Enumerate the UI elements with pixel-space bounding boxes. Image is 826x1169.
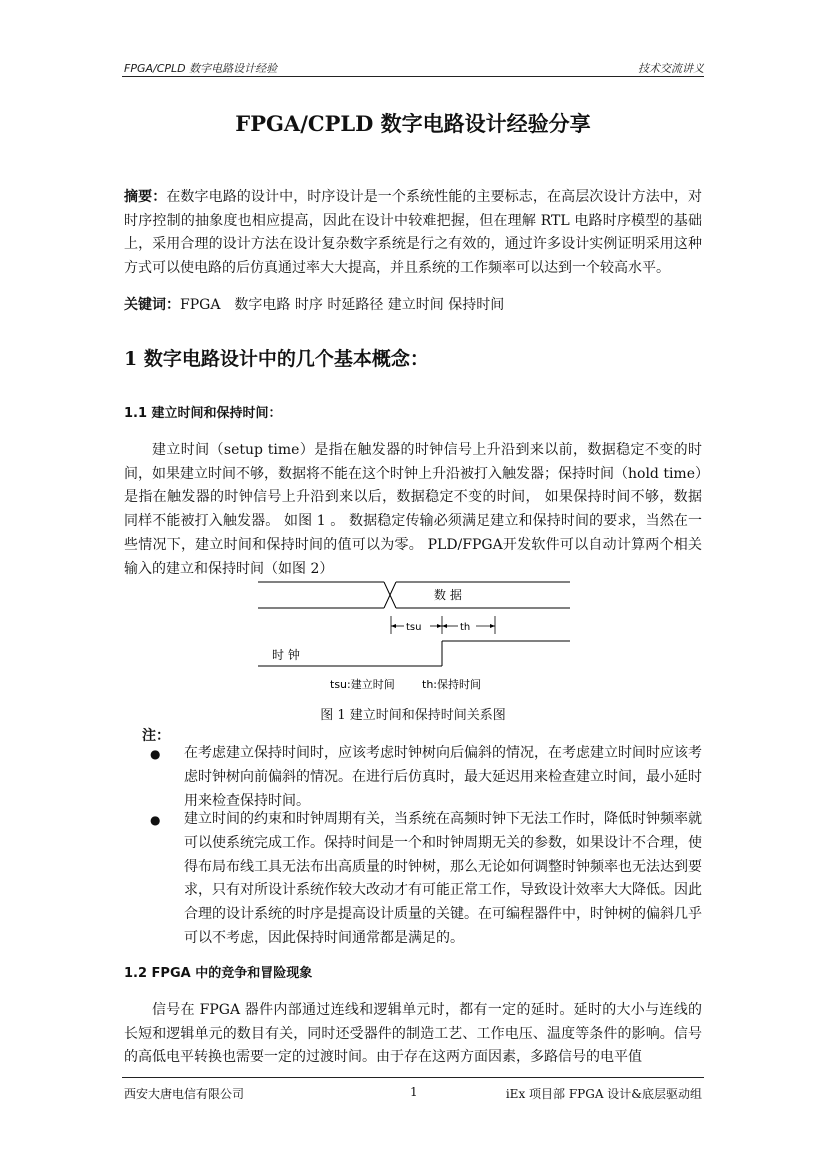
th-arrowhead-left [442,624,447,628]
abstract-text: 在数字电路的设计中，时序设计是一个系统性能的主要标志，在高层次设计方法中，对时序控制的抽象度也相应提高，因此在设计中较难把握，但在理解 RTL 电路时序模型的基础上，采用合理的设计方法在设计复杂数字系统是行之有效的，通过许多设计实例证明采用这种方式可以使电路的后仿真通过率大大提高，并且系统的工作频率可以达到一个较高水平。 [124,189,703,277]
legend-tsu: tsu:建立时间 [330,678,395,691]
page-number: 1 [410,1085,418,1099]
section-1-2-heading: 1.2 FPGA 中的竞争和冒险现象 [124,966,313,981]
footer-group: iEx 项目部 FPGA 设计&底层驱动组 [505,1087,702,1101]
keywords-line [124,294,702,318]
section-1-1-paragraph: 建立时间（setup time）是指在触发器的时钟信号上升沿到来以前，数据稳定不变的时间，如果建立时间不够，数据将不能在这个时钟上升沿被打入触发器；保持时间（hold time）是指在触发器的时钟信号上升沿到来以后，数据稳定不变的时间， 如果保持时间不够，数据同样不能被打入触发器。 如图 1 。 数据稳定传输必须满足建立和保持时间的要求，当然在一些情况下，建立时间和保持时间的值可以为零。 PLD/FPGA开发软件可以自动计算两个相关输入的建立和保持时间（如图 2） [124,442,702,577]
abstract-paragraph [124,186,702,281]
document-title: FPGA/CPLD 数字电路设计经验分享 [235,111,591,136]
bullet-icon: ● [150,813,161,827]
section-1-heading: 1 数字电路设计中的几个基本概念： [124,348,429,370]
data-signal-label: 数 据 [434,588,462,602]
abstract-label: 摘要： [124,189,167,205]
section-1-2-paragraph: 信号在 FPGA 器件内部通过连线和逻辑单元时，都有一定的延时。延时的大小与连线的长短和逻辑单元的数目有关，同时还受器件的制造工艺、工作电压、温度等条件的影响。信号的高低电平转换也需要一定的过渡时间。由于存在这两方面因素，多路信号的电平值 [124,1002,702,1066]
header-rule [122,76,704,77]
notes-label: 注： [142,728,170,744]
figure-caption: 图 1 建立时间和保持时间关系图 [320,708,506,723]
keywords-text: FPGA 数字电路 时序 时延路径 建立时间 保持时间 [180,297,505,313]
footer-company: 西安大唐电信有限公司 [124,1087,245,1101]
timing-diagram [254,578,584,698]
th-arrowhead-right [490,624,495,628]
page-header-right: 技术交流讲义 [638,62,704,75]
bullet-icon: ● [150,747,161,761]
note-item: 在考虑建立保持时间时，应该考虑时钟树向后偏斜的情况，在考虑建立时间时应该考虑时钟树向前偏斜的情况。在进行后仿真时，最大延迟用来检查建立时间，最小延时用来检查保持时间。 [184,745,702,809]
footer-rule [122,1077,704,1078]
legend-th: th:保持时间 [422,678,481,691]
keywords-label: 关键词： [124,297,180,313]
page-header-left: FPGA/CPLD 数字电路设计经验 [124,62,278,75]
th-annotation: th [460,622,471,633]
section-1-1-heading: 1.1 建立时间和保持时间： [124,406,282,421]
clock-signal-label: 时 钟 [272,648,300,662]
tsu-arrowhead-right [437,624,442,628]
note-item: 建立时间的约束和时钟周期有关，当系统在高频时钟下无法工作时，降低时钟频率就可以使系统完成工作。保持时间是一个和时钟周期无关的参数，如果设计不合理，使得布局布线工具无法布出高质量的时钟树，那么无论如何调整时钟频率也无法达到要求，只有对所设计系统作较大改动才有可能正常工作，导致设计效率大大降低。因此合理的设计系统的时序是提高设计质量的关键。在可编程器件中，时钟树的偏斜几乎可以不考虑，因此保持时间通常都是满足的。 [184,811,702,946]
tsu-annotation: tsu [406,622,422,633]
tsu-arrowhead-left [391,624,396,628]
